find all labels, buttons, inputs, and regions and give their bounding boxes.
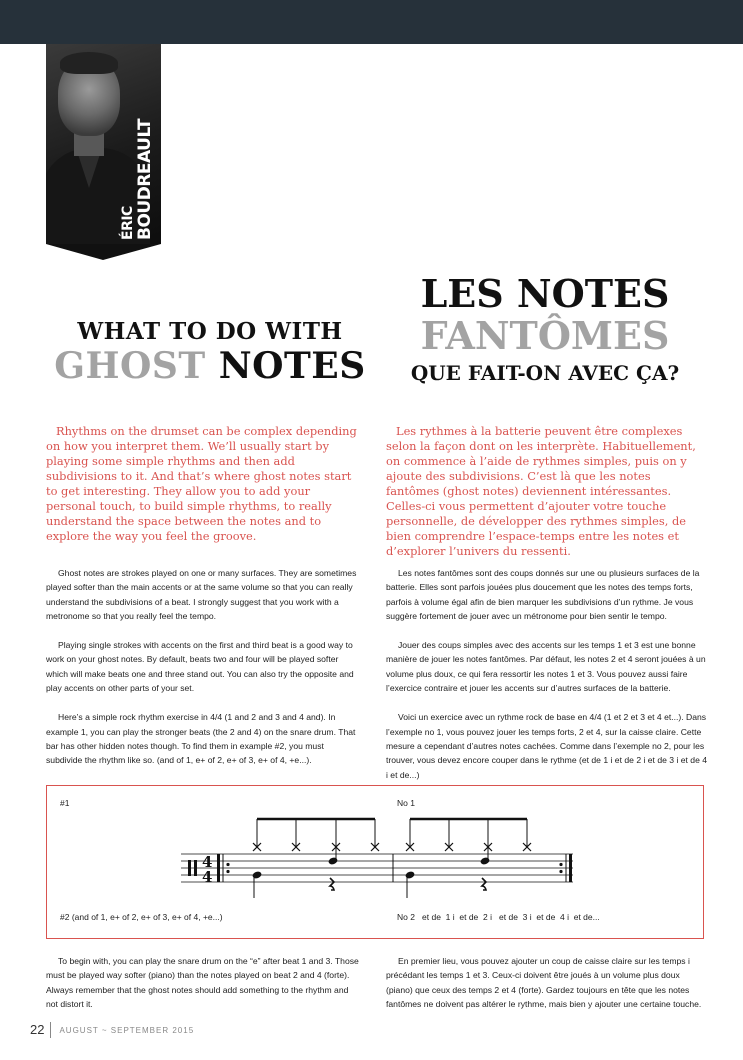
title-en-dark-word: NOTES [218,345,366,387]
title-fr-line1: LES NOTES [420,271,670,316]
author-last-name: BOUDREAULT [135,118,155,240]
body-paragraph: Les notes fantômes sont des coups donnés sur une ou plusieurs surfaces de la batterie. Elles sont parfois jouées plus doucement que les notes des temps forts, parfois à volume égal afin de bien marquer les subdivisions d’un rythme. Je vous suggère fortement de jouer avec un métronome pour bien sentir le tempo. [386,568,700,621]
bottom-column-fr [386,954,706,1011]
lead-paragraph-en: Rhythms on the drumset can be complex depending on how you interpret them. We’ll usually start by playing some simple rhythms and then add subdivisions to it. And that’s where ghost notes start to get interesting. They allow you to add your personal touch, to build simple rhythms, to really understand the space between the notes and to explore the way you feel the groove. [46,424,357,543]
top-bar [0,0,743,44]
bottom-column-en [46,954,360,1011]
page-number: 22 [30,1022,51,1038]
bass-note [405,870,416,879]
repeat-end-thick [569,854,572,882]
repeat-dot [559,863,562,866]
measure-one [253,819,379,861]
title-en-line2 [50,346,370,386]
example-label-en-top: #1 [60,798,70,808]
repeat-start-thick [217,854,220,882]
title-fr-line2: FANTÔMES [420,313,670,358]
issue-date: AUGUST ~ SEPTEMBER 2015 [59,1025,195,1035]
body-column-en [46,566,358,783]
example-label-en-bottom: #2 (and of 1, e+ of 2, e+ of 3, e+ of 4, +e...) [60,912,223,922]
portrait-hair [60,52,118,74]
percussion-clef-bar [188,860,191,876]
quarter-rest [330,878,334,890]
body-paragraph: Playing single strokes with accents on the first and third beat is a good way to work on your ghost notes. By default, beats two and four will be played softer which will make beats one and three stand out. You can also try the opposite and play accents on other parts of your set. [46,640,354,694]
body-paragraph: Jouer des coups simples avec des accents sur les temps 1 et 3 est une bonne manière de jouer les notes fantômes. Par défaut, les notes 2 et 4 seront jouées à un volume plus doux, ce qui fera ressortir les notes 1 et 3. Vous pouvez aussi faire l’exercice contraire et jouer les accents sur d’autres surfaces de la batterie. [386,640,706,694]
example-label-fr-bottom: No 2 et de 1 i et de 2 i et de 3 i et de 4 i et de... [397,912,600,922]
percussion-clef-bar [194,860,197,876]
title-french [380,272,710,390]
body-paragraph: Ghost notes are strokes played on one or many surfaces. They are sometimes played softer than the main accents or at the same volume so that you can really understand the subdivisions of a beat. I strongly suggest that you work with a metronome so that you really feel the tempo. [46,568,357,621]
body-paragraph: Here’s a simple rock rhythm exercise in 4/4 (1 and 2 and 3 and 4 and). In example 1, you can play the stronger beats (the 2 and 4) on the snare drum. That bar has other hidden notes though. To find them in example #2, you must subdivide the rhythm like so. (and of 1, e+ of 2, e+ of 3, e+ of 4, +e...). [46,712,356,766]
repeat-dot [226,870,229,873]
repeat-dot [559,870,562,873]
snare-note [480,856,491,865]
snare-note [328,856,339,865]
title-en-line1: WHAT TO DO WITH [77,318,343,345]
body-paragraph: En premier lieu, vous pouvez ajouter un coup de caisse claire sur les temps i précédant les temps 1 et 3. Ceux-ci doivent être joués à un volume plus doux (piano) que ceux des temps 2 et 4 (forte). Gardez toujours en tête que les notes fantômes ne doivent pas altérer le rythme, mais bien y ajouter une certaine touche. [386,956,702,1009]
staff-lines [181,854,573,882]
drum-staff [136,814,596,904]
time-signature-top: 4 [202,853,213,871]
author-name [120,119,154,240]
portrait-pointer [46,244,161,260]
quarter-rest [482,878,486,890]
title-english [50,318,370,386]
time-signature-bottom: 4 [202,868,213,886]
measure-two [406,819,531,861]
repeat-dot [226,863,229,866]
body-paragraph: To begin with, you can play the snare drum on the “e” after beat 1 and 3. Those must be played way softer (piano) than the notes played on beat 2 and 4 (forte). Always remember that the ghost notes should add something to the rhythm and not distort it. [46,956,359,1009]
body-paragraph: Voici un exercice avec un rythme rock de base en 4/4 (1 et 2 et 3 et 4 et...). Dans l’exemple no 1, vous pouvez jouer les temps forts, 2 et 4, sur la caisse claire. Cette mesure a cependant d’autres notes cachées. Comme dans l’exemple no 2, pour les trouver, vous devez encore couper dans le rythme (et de 1 i et de 2 i et de 3 i et de 4 i et de...) [386,712,708,780]
lead-paragraph-fr: Les rythmes à la batterie peuvent être complexes selon la façon dont on les interprète. Habituellement, on commence à l’aide de rythmes simples, puis on y ajoute des subdivisions. C’est là que les notes fantômes (ghost notes) deviennent intéressantes. Celles-ci vous permettent d’ajouter votre touche personnelle, de développer des rythmes simples, de bien comprendre l’espace-temps entre les notes et d’explorer l’univers du ressenti. [386,424,696,558]
bass-note [252,870,263,879]
example-label-fr-top: No 1 [397,798,415,808]
author-first-name: ÉRIC [120,206,136,240]
title-en-grey-word: GHOST [54,345,206,387]
page-footer [30,1022,194,1038]
title-fr-line3: QUE FAIT-ON AVEC ÇA? [410,361,680,385]
body-column-fr [386,566,708,797]
